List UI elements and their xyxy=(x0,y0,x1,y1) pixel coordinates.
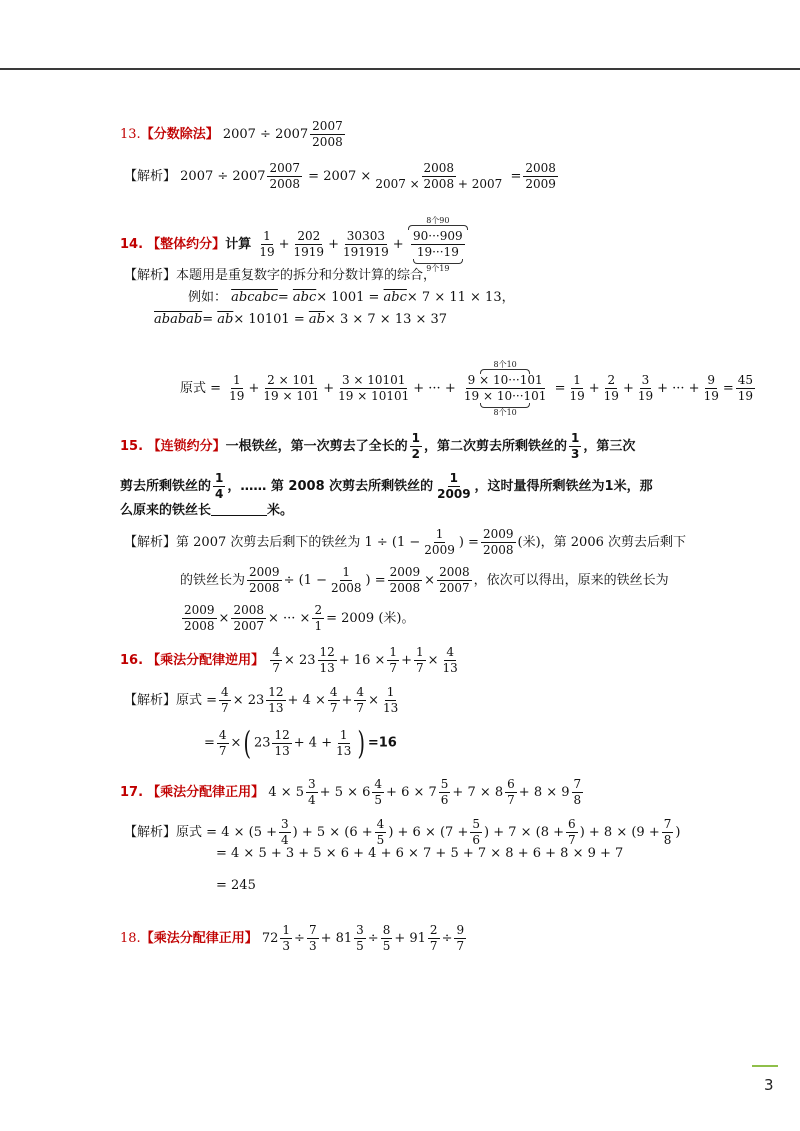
fraction: $\frac{1}{19}$ xyxy=(259,229,275,259)
example-line-1: 例如： abcabc= $\overline{abc}\times 1001 = \overline{abc}\times 7 \times 11 \times 13$， xyxy=(188,290,515,305)
problem-15-analysis-2: 的铁丝长为 $\frac{2009}{2008}$ ÷ (1 − $\frac{1}{2008}$ ) = $\frac{2009}{2008}$ × $\frac{2008}{2007}$ ，依次可以得出，原来的铁丝长为 xyxy=(180,565,669,595)
problem-15-analysis-3: $\frac{2009}{2008}$ × $\frac{2008}{2007}$ × ··· × $\frac{2}{1}$ = 2009 (米)。 xyxy=(184,603,415,633)
fraction: $\frac{2008}{2007 \times 2008 + 2007}$ xyxy=(375,161,503,191)
problem-15-analysis-1: 【解析】第 2007 次剪去后剩下的铁丝为 1 ÷ (1 − $\frac{1}{2009}$ ) = $\frac{2009}{2008}$ (米)，第 2006 次剪去后剩下 xyxy=(124,527,686,557)
fraction: $\frac{2007}{2008}$ xyxy=(312,119,343,149)
problem-number: 17. xyxy=(120,785,144,800)
topic-tag: 【乘法分配律正用】 xyxy=(140,931,258,946)
answer-blank xyxy=(211,503,267,516)
topic-tag: 【乘法分配律逆用】 xyxy=(147,653,265,668)
expansion-line: 原式 = $\frac{1}{19}$ + $\frac{2 \times 101}{19 \times 101}$ + $\frac{3 \times 10101}{19 \times 10101}$ + ··· + 8个10 9 × 10···101 19 × 10···101 8个10 = $\frac{1}{19}$ + $\frac{2}{19}$ + $\frac{3}{19}$ + ··· + $\frac{9}{19}$ = $\frac{45}{19}$ xyxy=(180,360,754,417)
problem-number: 15. xyxy=(120,439,144,454)
braced-fraction: 8个10 9 × 10···101 19 × 10···101 8个10 xyxy=(463,360,547,417)
problem-number: 13. xyxy=(120,127,141,142)
footer-rule xyxy=(752,1065,778,1067)
analysis-label: 【解析】 xyxy=(124,693,177,708)
problem-16-analysis-2: = $\frac{4}{7}$ ×( 23 $\frac{12}{13}$ + 4 + $\frac{1}{13}$ ) =16 xyxy=(204,724,397,762)
problem-16-statement: 16. 【乘法分配律逆用】 $\frac{4}{7}$ × 23 $\frac{12}{13}$ + 16 × $\frac{1}{7}$ + $\frac{1}{7}$ × $\frac{4}{13}$ xyxy=(120,645,458,675)
braced-fraction: 8个90 90···909 19···19 9个19 xyxy=(408,216,468,273)
topic-tag: 【分数除法】 xyxy=(140,127,219,142)
problem-17-analysis-2: = 4 × 5 + 3 + 5 × 6 + 4 + 6 × 7 + 5 + 7 × 8 + 6 + 8 × 9 + 7 xyxy=(216,846,624,861)
problem-16-analysis-1: 【解析】原式 = $\frac{4}{7}$ × 23 $\frac{12}{13}$ + 4 × $\frac{4}{7}$ + $\frac{4}{7}$ × $\frac{1}{13}$ xyxy=(124,685,399,715)
problem-15-line-1: 15. 【连锁约分】一根铁丝，第一次剪去了全长的 $\frac{1}{2}$ ，第二次剪去所剩铁丝的 $\frac{1}{3}$ ，第三次 xyxy=(120,431,636,461)
problem-18-statement: 18.【乘法分配律正用】 72 $\frac{1}{3}$ ÷ $\frac{7}{3}$ + 81 $\frac{3}{5}$ ÷ $\frac{8}{5}$ + 91 $\frac{2}{7}$ ÷ $\frac{9}{7}$ xyxy=(120,923,465,953)
problem-number: 14. xyxy=(120,237,144,252)
problem-14-statement: 14. 【整体约分】计算 $\frac{1}{19}$ + $\frac{202}{1919}$ + $\frac{30303}{191919}$ + 8个90 90···909 19···19 9个19 xyxy=(120,216,468,273)
problem-14-analysis: 【解析】本题用是重复数字的拆分和分数计算的综合， xyxy=(124,268,437,283)
problem-13-analysis: 【解析】 2007 ÷ 2007 $\frac{2007}{2008}$ = 2007 × $\frac{2008}{2007 \times 2008 + 2007}$ = $\frac{2008}{2009}$ xyxy=(124,161,556,191)
expr: 2007 ÷ 2007 xyxy=(222,127,309,142)
analysis-label: 【解析】 xyxy=(124,535,177,550)
fraction: $\frac{30303}{191919}$ xyxy=(342,229,389,259)
topic-tag: 【整体约分】 xyxy=(147,237,226,252)
fraction: $\frac{2007}{2008}$ xyxy=(269,161,301,191)
problem-15-line-2: 剪去所剩铁丝的 $\frac{1}{4}$ ，…… 第 2008 次剪去所剩铁丝的 $\frac{1}{2009}$ ，这时量得所剩铁丝为1米，那 xyxy=(120,471,653,501)
topic-tag: 【连锁约分】 xyxy=(147,439,226,454)
topic-tag: 【乘法分配律正用】 xyxy=(147,785,265,800)
top-rule xyxy=(0,68,800,70)
page-number: 3 xyxy=(764,1076,774,1094)
example-line-2: ababab= $\overline{ab}\times 10101 = \overline{ab}\times 3 \times 7 \times 13 \times 37$ xyxy=(154,312,448,327)
analysis-label: 【解析】 xyxy=(124,169,177,184)
analysis-label: 【解析】 xyxy=(124,268,177,283)
fraction: $\frac{2008}{2009}$ xyxy=(525,161,556,191)
analysis-label: 【解析】 xyxy=(124,825,177,840)
fraction: $\frac{202}{1919}$ xyxy=(293,229,325,259)
problem-17-analysis-3: = 245 xyxy=(216,878,256,893)
problem-17-analysis-1: 【解析】原式 = 4 × (5 + $\frac{3}{4}$ ) + 5 × (6 + $\frac{4}{5}$ ) + 6 × (7 + $\frac{5}{6}$ ) + 7 × (8 + $\frac{6}{7}$ ) + 8 × (9 + $\frac{7}{8}$ ) xyxy=(124,817,681,847)
problem-number: 16. xyxy=(120,653,144,668)
problem-number: 18. xyxy=(120,931,141,946)
problem-13-statement xyxy=(120,120,347,149)
problem-15-line-3: 么原来的铁丝长 米。 xyxy=(120,503,294,518)
problem-17-statement: 17. 【乘法分配律正用】 4 × 5 $\frac{3}{4}$ + 5 × 6 $\frac{4}{5}$ + 6 × 7 $\frac{5}{6}$ + 7 × 8 $\frac{6}{7}$ + 8 × 9 $\frac{7}{8}$ xyxy=(120,777,582,807)
